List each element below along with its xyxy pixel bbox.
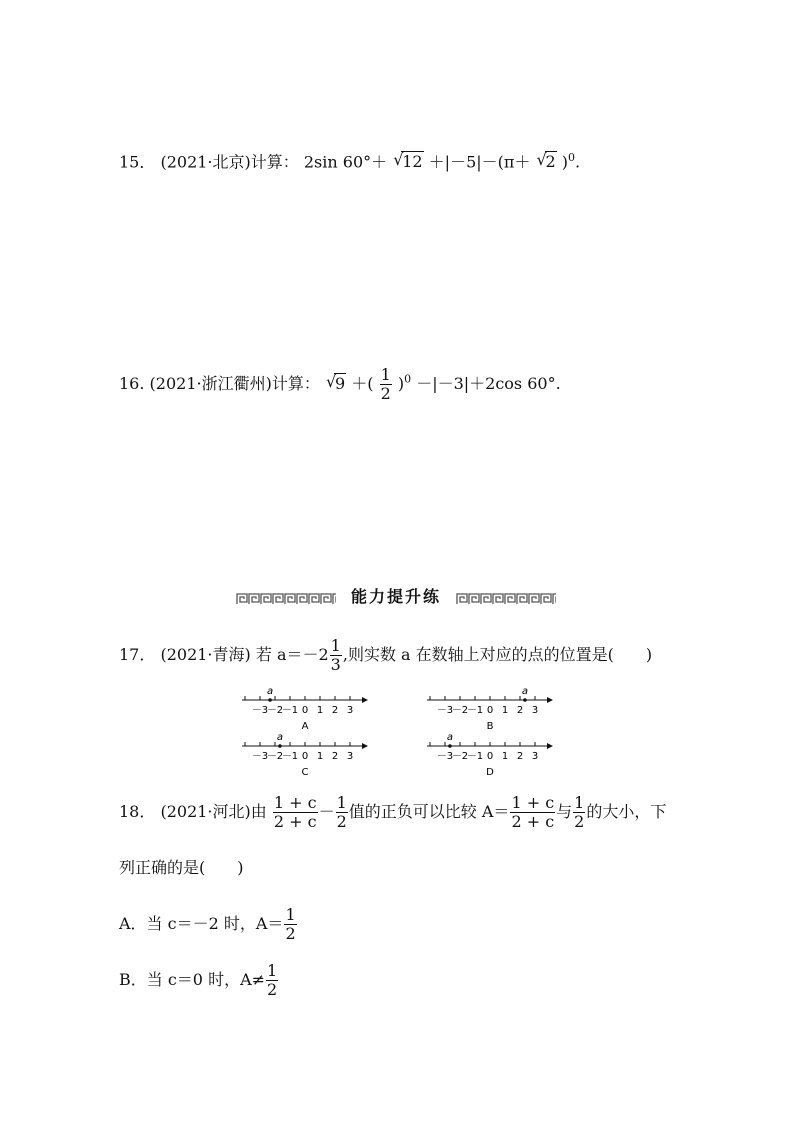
tick-label: 2 [331,705,339,716]
fraction-1c-over-2c: $\frac{1 + c}{2 + c}$ [273,793,317,831]
question-18-line-2: 列正确的是( ) [119,858,244,877]
tick-label: 0 [486,705,494,716]
point-a-label: a [276,732,284,743]
tick-label: 1 [316,705,324,716]
question-17-source: (2021·青海) [160,645,251,664]
question-17-number: 17． [119,645,156,664]
fraction-one-half: $\frac{1}{2}$ [267,961,278,999]
tick-label: 3 [346,751,354,762]
option-label[interactable]: D [486,767,494,778]
option-label[interactable]: B [486,721,494,732]
fraction-one-half: $\frac{1}{2}$ [574,793,585,831]
tick-label: －1 [466,751,484,762]
question-16-source: (2021·浙江衢州)计算： [149,374,320,393]
question-18: 18． (2021·河北)由 $\frac{1 + c}{2 + c}$ － $\frac{1}{2}$ 值的正负可以比较 A＝ $\frac{1 + c}{2 + c}$ 与 $\frac{1}{2}$ 的大小，下 [119,793,667,831]
question-16-expr-rest: －|－3|＋2cos 60°. [416,374,561,393]
question-15-expr-part1: 2sin 60°＋ [303,152,388,172]
point-a-marker [523,698,527,702]
tick-label: －1 [281,751,299,762]
option-label[interactable]: C [301,767,309,778]
fraction-one-half: $\frac{1}{2}$ [336,793,347,831]
point-a-label: a [266,686,274,697]
tick-label: 3 [346,705,354,716]
tick-label: 1 [501,705,509,716]
fraction-one-third: $\frac{1}{3}$ [330,636,341,674]
point-a-marker [278,744,282,748]
point-a-label: a [521,686,529,697]
tick-label: 0 [486,751,494,762]
tick-label: －3 [436,751,454,762]
option-a[interactable]: A．当 c＝－2 时，A＝ $\frac{1}{2}$ [119,905,296,943]
tick-label: －1 [281,705,299,716]
point-a-marker [268,698,272,702]
section-header [236,584,556,608]
tick-label: －3 [436,705,454,716]
number-line-option-b [427,686,553,732]
tick-label: 2 [516,705,524,716]
sqrt-12: √ 12 [393,150,423,172]
sqrt-9: √ 9 [325,372,346,393]
tick-label: －2 [451,751,469,762]
tick-label: －3 [251,751,269,762]
tick-label: 3 [531,751,539,762]
tick-label: 2 [516,751,524,762]
exponent-zero: 0 [404,372,412,386]
tick-label: －2 [266,705,284,716]
question-15-source: (2021·北京)计算： [160,152,299,172]
number-line-option-d [427,732,553,778]
tick-label: 1 [316,751,324,762]
option-b[interactable]: B．当 c＝0 时，A≠ $\frac{1}{2}$ [119,961,278,999]
number-line-option-c [242,732,368,778]
point-a-label: a [446,732,454,743]
question-18-source: (2021·河北)由 [160,802,267,821]
fraction-1c-over-2c: $\frac{1 + c}{2 + c}$ [511,793,555,831]
question-15-number: 15． [119,152,156,172]
fraction-one-half: $\frac{1}{2}$ [380,365,391,403]
tick-label: 0 [301,705,309,716]
axis-arrow-icon [362,697,368,703]
axis-arrow-icon [547,743,553,749]
question-15-expr-part3: ) [561,152,569,172]
option-label[interactable]: A [301,721,309,732]
tick-label: 3 [531,705,539,716]
tick-label: 1 [501,751,509,762]
number-line-option-a [242,686,368,732]
question-17: 17． (2021·青海) 若 a＝－2 $\frac{1}{3}$ ,则实数 a 在数轴上对应的点的位置是( ) [119,636,653,674]
axis-arrow-icon [362,743,368,749]
question-16-number: 16. [119,374,145,393]
question-16: 16. (2021·浙江衢州)计算： √ 9 ＋( $\frac{1}{2}$ )$^0$ －|－3|＋2cos 60°. [119,365,561,403]
tick-label: －2 [451,705,469,716]
fraction-one-half: $\frac{1}{2}$ [285,905,296,943]
axis-arrow-icon [547,697,553,703]
tick-label: －3 [251,705,269,716]
question-15: 15． (2021·北京)计算： 2sin 60°＋ √ 12 ＋|－5|－(π＋ √ 2 )$^0$. [119,150,581,172]
tick-label: －1 [466,705,484,716]
tick-label: －2 [266,751,284,762]
exponent-zero: 0 [568,151,576,164]
section-title: 能力提升练 [343,587,449,606]
tick-label: 0 [301,751,309,762]
tick-label: 2 [331,751,339,762]
question-18-number: 18． [119,802,156,821]
sqrt-2: √ 2 [536,150,556,172]
point-a-marker [448,744,452,748]
number-line-options [230,680,570,780]
question-15-expr-part2: ＋|－5|－(π＋ [428,152,531,172]
